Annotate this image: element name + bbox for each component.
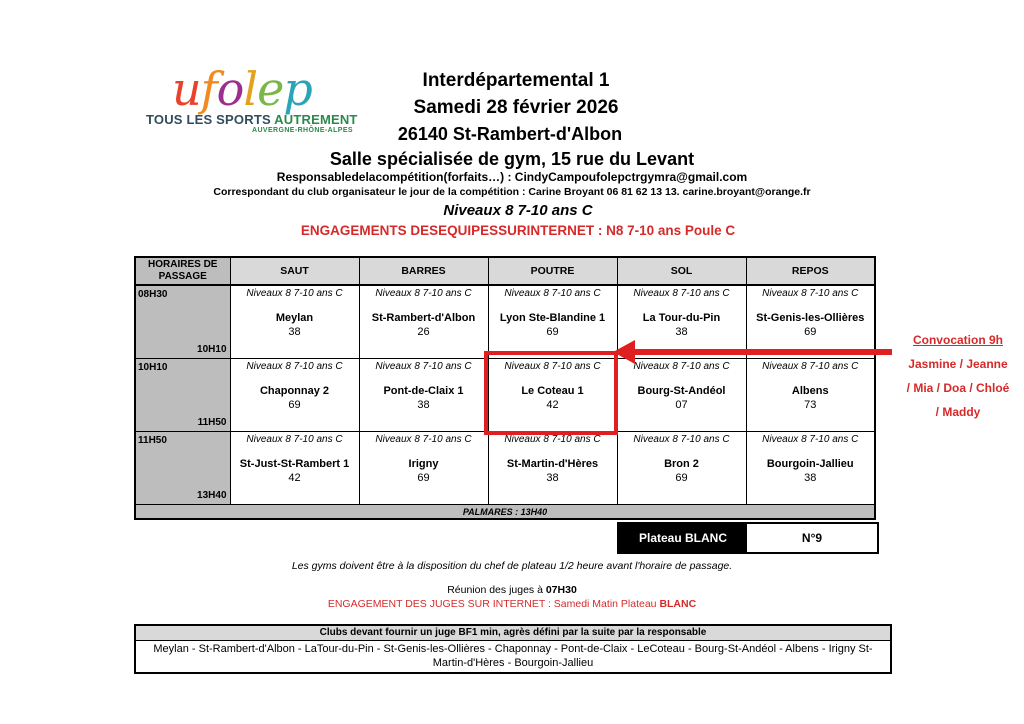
time-slot: 08H30 10H10 <box>135 285 230 359</box>
slot-header: HORAIRES DE PASSAGE <box>135 257 230 285</box>
logo-letter: o <box>216 62 244 116</box>
palmares-row <box>135 505 875 520</box>
niveaux-title: Niveaux 8 7-10 ans C <box>443 202 593 219</box>
apparatus-barres: BARRES <box>359 257 488 285</box>
plateau-number: N°9 <box>801 531 823 545</box>
logo-region: AUVERGNE-RHÔNE-ALPES <box>252 127 353 134</box>
engagements-line: ENGAGEMENTS DESEQUIPESSURINTERNET : N8 7-10 ans Poule C <box>300 223 736 238</box>
plateau-label: Plateau BLANC <box>619 524 747 552</box>
time-slot: 11H50 13H40 <box>135 432 230 505</box>
time-slot: 10H10 11H50 <box>135 359 230 432</box>
convocation-line: / Maddy <box>935 405 981 419</box>
table-row <box>135 285 875 359</box>
engagement-juges-note: ENGAGEMENT DES JUGES SUR INTERNET : Samedi Matin Plateau BLANC <box>327 598 697 610</box>
competition-title: Interdépartemental 1 <box>422 70 610 91</box>
logo-letter: l <box>243 62 258 116</box>
table-row <box>135 432 875 505</box>
logo-letter: f <box>200 62 217 116</box>
highlight-box <box>484 351 618 435</box>
palmares-label: PALMARES : 13H40 <box>135 505 875 520</box>
rotation-cell: Niveaux 8 7-10 ans C St-Genis-les-Ollières 69 <box>746 285 875 359</box>
clubs-juges-title: Clubs devant fournir un juge BF1 min, agrès défini par la suite par la responsable <box>136 626 890 641</box>
apparatus-repos: REPOS <box>746 257 875 285</box>
rotation-cell: Niveaux 8 7-10 ans C St-Martin-d'Hères 38 <box>488 432 617 505</box>
rotation-cell: Niveaux 8 7-10 ans C La Tour-du-Pin 38 <box>617 285 746 359</box>
plateau-box <box>617 522 879 554</box>
rotation-cell: Niveaux 8 7-10 ans C Bourg-St-Andéol 07 <box>617 359 746 432</box>
logo-tagline: TOUS LES SPORTS AUTREMENT <box>146 112 358 127</box>
rotation-cell: Niveaux 8 7-10 ans C Irigny 69 <box>359 432 488 505</box>
clubs-juges-list: Meylan - St-Rambert-d'Albon - LaTour-du-Pin - St-Genis-les-Ollières - Chaponnay - Pont-de-Claix - LeCoteau - Bourg-St-Andéol - Albens - Irigny St-Martin-d'Hères - Bourgoin-Jallieu <box>153 643 873 669</box>
schedule-header-row <box>135 257 875 285</box>
reunion-note: Réunion des juges à 07H30 <box>447 584 577 596</box>
rotation-cell: Niveaux 8 7-10 ans C Chaponnay 2 69 <box>230 359 359 432</box>
competition-venue: Salle spécialisée de gym, 15 rue du Levant <box>329 149 695 169</box>
logo-letter: e <box>257 62 284 116</box>
competition-date: Samedi 28 février 2026 <box>413 97 619 118</box>
apparatus-poutre: POUTRE <box>488 257 617 285</box>
rotation-cell: Niveaux 8 7-10 ans C Lyon Ste-Blandine 1 69 <box>488 285 617 359</box>
apparatus-saut: SAUT <box>230 257 359 285</box>
convocation-note <box>896 328 1020 424</box>
responsable-line: Responsabledelacompétition(forfaits…) : CindyCampoufolepctrgymra@gmail.com <box>276 170 748 184</box>
logo-letter: p <box>283 62 312 116</box>
rotation-cell: Niveaux 8 7-10 ans C Meylan 38 <box>230 285 359 359</box>
rotation-cell: Niveaux 8 7-10 ans C St-Rambert-d'Albon 26 <box>359 285 488 359</box>
rotation-cell: Niveaux 8 7-10 ans C Pont-de-Claix 1 38 <box>359 359 488 432</box>
apparatus-sol: SOL <box>617 257 746 285</box>
gyms-note: Les gyms doivent être à la disposition du chef de plateau 1/2 heure avant l'horaire de passage. <box>291 560 733 572</box>
competition-city: 26140 St-Rambert-d'Albon <box>397 124 623 144</box>
convocation-line: / Mia / Doa / Chloé <box>906 381 1010 395</box>
rotation-cell: Niveaux 8 7-10 ans C Albens 73 <box>746 359 875 432</box>
clubs-juges-box <box>134 624 892 674</box>
arrow-line <box>632 349 892 355</box>
rotation-cell: Niveaux 8 7-10 ans C Bron 2 69 <box>617 432 746 505</box>
correspondant-line: Correspondant du club organisateur le jour de la compétition : Carine Broyant 06 81 62 13 13. carine.broyant@orange.fr <box>213 186 811 198</box>
convocation-line: Jasmine / Jeanne <box>908 357 1008 371</box>
rotation-cell: Niveaux 8 7-10 ans C Bourgoin-Jallieu 38 <box>746 432 875 505</box>
convocation-title: Convocation 9h <box>912 333 1003 347</box>
rotation-cell: Niveaux 8 7-10 ans C St-Just-St-Rambert 1 42 <box>230 432 359 505</box>
arrow-left-icon <box>613 340 635 364</box>
logo-letter: u <box>172 62 201 116</box>
rotation-cell: Niveaux 8 7-10 ans C Le Coteau 1 42 <box>488 359 617 432</box>
